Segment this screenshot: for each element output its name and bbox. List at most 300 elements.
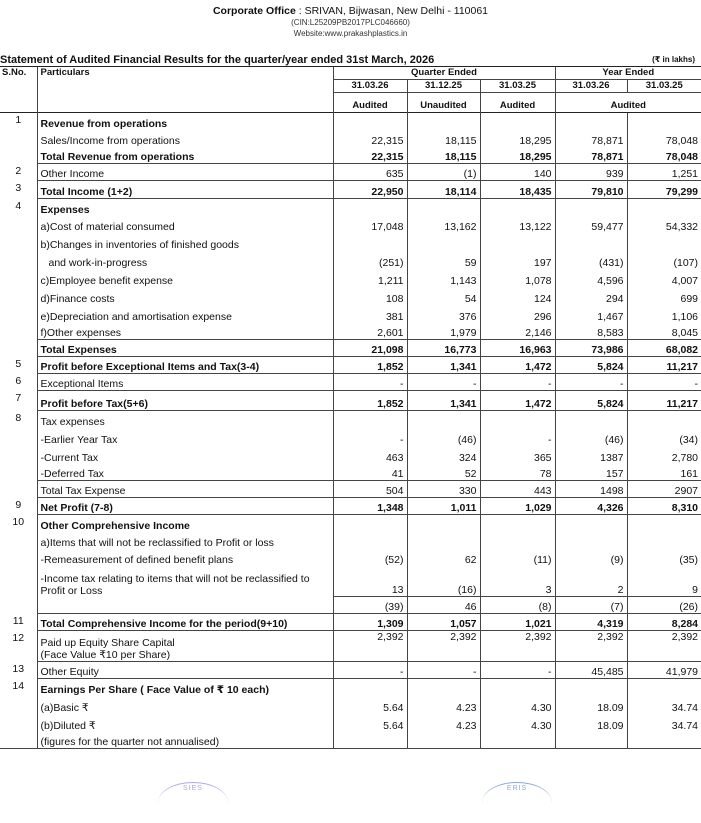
row-particulars: Other Comprehensive Income — [37, 515, 333, 532]
row-value-col-2: (46) — [407, 428, 480, 446]
row-value-col-2: 13,162 — [407, 216, 480, 233]
row-value-col-1: 1,211 — [333, 269, 407, 287]
row-serial-number — [0, 233, 37, 251]
row-value-col-5: 78,048 — [627, 147, 701, 164]
row-value-col-4: 8,583 — [555, 323, 627, 340]
row-value-col-2 — [407, 515, 480, 532]
row-value-col-1: 13 — [333, 566, 407, 597]
row-value-col-5: (34) — [627, 428, 701, 446]
status-col-3: Audited — [480, 93, 555, 113]
row-serial-number — [0, 428, 37, 446]
row-particulars: Total Tax Expense — [37, 481, 333, 498]
row-value-col-5 — [627, 199, 701, 216]
row-value-col-4 — [555, 515, 627, 532]
row-particulars: (a)Basic ₹ — [37, 696, 333, 714]
table-row — [0, 164, 701, 181]
cin-number: (CIN:L25209PB2017PLC046660) — [291, 18, 410, 27]
row-particulars: (b)Diluted ₹ — [37, 714, 333, 732]
row-value-col-2 — [407, 113, 480, 130]
row-value-col-3: 18,435 — [480, 181, 555, 199]
row-value-col-1: 22,950 — [333, 181, 407, 199]
row-value-col-2: 2,392 — [407, 631, 480, 662]
row-value-col-4: 18.09 — [555, 714, 627, 732]
row-serial-number — [0, 251, 37, 269]
row-value-col-5: 54,332 — [627, 216, 701, 233]
row-serial-number: 9 — [15, 498, 22, 511]
row-value-col-4 — [555, 233, 627, 251]
row-value-col-5: 2,780 — [627, 446, 701, 464]
row-value-col-2: - — [407, 374, 480, 391]
row-value-col-1 — [333, 679, 407, 696]
row-value-col-2 — [407, 732, 480, 749]
row-particulars: Total Comprehensive Income for the period(9+10) — [37, 614, 333, 631]
table-row — [0, 199, 701, 216]
row-value-col-4 — [555, 532, 627, 549]
status-col-year: Audited — [555, 93, 701, 113]
row-particulars: -Income tax relating to items that will not be reclassified to Profit or Loss — [37, 566, 333, 597]
row-serial-number — [0, 305, 37, 323]
row-particulars: f)Other expenses — [37, 323, 333, 340]
row-value-col-1: 41 — [333, 464, 407, 481]
table-row — [0, 287, 701, 305]
table-row — [0, 446, 701, 464]
table-row — [0, 340, 701, 357]
row-value-col-1: 17,048 — [333, 216, 407, 233]
row-value-col-4: 79,810 — [555, 181, 627, 199]
row-value-col-1: 1,348 — [333, 498, 407, 515]
row-particulars: Profit before Tax(5+6) — [37, 391, 333, 411]
row-value-col-4: (7) — [555, 597, 627, 614]
table-row — [0, 696, 701, 714]
row-value-col-2: 18,115 — [407, 130, 480, 147]
row-value-col-1 — [333, 515, 407, 532]
row-value-col-3: - — [480, 662, 555, 679]
table-row — [0, 181, 701, 199]
row-value-col-2: 1,979 — [407, 323, 480, 340]
row-value-col-4 — [555, 679, 627, 696]
row-value-col-5 — [627, 515, 701, 532]
row-serial-number: 7 — [15, 391, 22, 404]
date-col-2: 31.12.25 — [407, 80, 480, 93]
row-value-col-4: 78,871 — [555, 130, 627, 147]
row-serial-number: 5 — [15, 357, 22, 370]
row-value-col-3: 1,029 — [480, 498, 555, 515]
row-value-col-1: 1,852 — [333, 357, 407, 374]
row-serial-number: 6 — [15, 374, 22, 387]
row-value-col-2: 52 — [407, 464, 480, 481]
row-value-col-4: 59,477 — [555, 216, 627, 233]
table-row — [0, 233, 701, 251]
row-value-col-3: 296 — [480, 305, 555, 323]
row-value-col-3 — [480, 732, 555, 749]
row-value-col-1 — [333, 233, 407, 251]
row-value-col-2 — [407, 679, 480, 696]
row-value-col-2: 330 — [407, 481, 480, 498]
row-value-col-5: 2907 — [627, 481, 701, 498]
row-value-col-1: (52) — [333, 549, 407, 566]
row-value-col-5: 78,048 — [627, 130, 701, 147]
row-value-col-2 — [407, 233, 480, 251]
row-particulars: e)Depreciation and amortisation expense — [37, 305, 333, 323]
row-value-col-4: - — [555, 374, 627, 391]
row-value-col-3 — [480, 113, 555, 130]
row-value-col-4: 1387 — [555, 446, 627, 464]
row-value-col-1: (39) — [333, 597, 407, 614]
row-value-col-3: - — [480, 374, 555, 391]
row-value-col-4: (46) — [555, 428, 627, 446]
row-serial-number: 1 — [0, 113, 37, 130]
row-value-col-4: 1,467 — [555, 305, 627, 323]
row-value-col-1 — [333, 411, 407, 428]
row-value-col-1: 463 — [333, 446, 407, 464]
row-particulars: Total Expenses — [37, 340, 333, 357]
row-value-col-4: 5,824 — [555, 357, 627, 374]
row-value-col-3: (8) — [480, 597, 555, 614]
table-row — [0, 147, 701, 164]
row-serial-number — [0, 464, 37, 481]
row-value-col-2: 46 — [407, 597, 480, 614]
row-value-col-1: 504 — [333, 481, 407, 498]
date-col-5: 31.03.25 — [627, 80, 701, 93]
row-serial-number — [0, 323, 37, 340]
table-row — [0, 323, 701, 340]
row-particulars: -Earlier Year Tax — [37, 428, 333, 446]
row-value-col-1: - — [333, 374, 407, 391]
row-value-col-5: 11,217 — [627, 391, 701, 411]
row-value-col-4: 18.09 — [555, 696, 627, 714]
row-value-col-3: 1,021 — [480, 614, 555, 631]
row-value-col-2 — [407, 411, 480, 428]
row-value-col-1: 5.64 — [333, 714, 407, 732]
row-value-col-3: 365 — [480, 446, 555, 464]
row-value-col-3: 16,963 — [480, 340, 555, 357]
row-value-col-5 — [627, 732, 701, 749]
table-row — [0, 662, 701, 679]
row-value-col-4: 2 — [555, 566, 627, 597]
table-row — [0, 428, 701, 446]
row-serial-number: 14 — [12, 679, 25, 692]
row-value-col-3: 78 — [480, 464, 555, 481]
row-value-col-4: 78,871 — [555, 147, 627, 164]
table-row — [0, 515, 701, 532]
row-value-col-5 — [627, 532, 701, 549]
sno-header: S.No. — [0, 67, 37, 113]
table-row — [0, 679, 701, 696]
table-row — [0, 216, 701, 233]
row-particulars: Net Profit (7-8) — [37, 498, 333, 515]
row-value-col-2: - — [407, 662, 480, 679]
status-col-1: Audited — [333, 93, 407, 113]
row-particulars — [37, 597, 333, 614]
row-value-col-2: 1,143 — [407, 269, 480, 287]
row-value-col-1 — [333, 113, 407, 130]
row-value-col-5: - — [627, 374, 701, 391]
currency-units: (₹ in lakhs) — [652, 55, 695, 64]
row-value-col-1: 22,315 — [333, 147, 407, 164]
row-value-col-3: 13,122 — [480, 216, 555, 233]
row-value-col-2: 4.23 — [407, 714, 480, 732]
row-particulars: Earnings Per Share ( Face Value of ₹ 10 each) — [37, 679, 333, 696]
row-value-col-5: 9 — [627, 566, 701, 597]
row-particulars: (figures for the quarter not annualised) — [37, 732, 333, 749]
table-row — [0, 481, 701, 498]
table-row — [0, 597, 701, 614]
row-value-col-3: (11) — [480, 549, 555, 566]
row-value-col-4 — [555, 199, 627, 216]
row-particulars: -Remeasurement of defined benefit plans — [37, 549, 333, 566]
row-value-col-1: (251) — [333, 251, 407, 269]
row-serial-number — [0, 532, 37, 549]
table-header-row-1 — [0, 67, 701, 80]
row-value-col-2: 4.23 — [407, 696, 480, 714]
row-value-col-3 — [480, 199, 555, 216]
table-row — [0, 498, 701, 515]
year-ended-header: Year Ended — [555, 67, 701, 80]
row-value-col-5: 8,284 — [627, 614, 701, 631]
row-value-col-5: 1,106 — [627, 305, 701, 323]
table-row — [0, 130, 701, 147]
row-value-col-2: 1,341 — [407, 357, 480, 374]
row-particulars: -Current Tax — [37, 446, 333, 464]
status-col-2: Unaudited — [407, 93, 480, 113]
row-value-col-5: 699 — [627, 287, 701, 305]
row-value-col-4: 294 — [555, 287, 627, 305]
row-serial-number: 12 — [12, 631, 25, 644]
row-value-col-3: 1,472 — [480, 357, 555, 374]
row-particulars: Expenses — [37, 199, 333, 216]
row-value-col-4: 939 — [555, 164, 627, 181]
date-col-1: 31.03.26 — [333, 80, 407, 93]
row-value-col-5: 34.74 — [627, 714, 701, 732]
row-value-col-5 — [627, 679, 701, 696]
row-value-col-4 — [555, 113, 627, 130]
row-value-col-5: 8,310 — [627, 498, 701, 515]
row-value-col-1: 1,309 — [333, 614, 407, 631]
financial-results-table — [0, 66, 701, 749]
row-particulars: d)Finance costs — [37, 287, 333, 305]
row-particulars: Paid up Equity Share Capital (Face Value ₹10 per Share) — [37, 631, 333, 662]
row-value-col-4: 1498 — [555, 481, 627, 498]
row-value-col-5: 34.74 — [627, 696, 701, 714]
table-row — [0, 411, 701, 428]
row-serial-number — [0, 732, 37, 749]
row-particulars: and work-in-progress — [37, 251, 333, 269]
row-value-col-3: 1,472 — [480, 391, 555, 411]
row-value-col-3: 4.30 — [480, 714, 555, 732]
row-value-col-5: 161 — [627, 464, 701, 481]
row-value-col-1 — [333, 532, 407, 549]
row-value-col-2: 59 — [407, 251, 480, 269]
row-value-col-2 — [407, 199, 480, 216]
row-value-col-4: (9) — [555, 549, 627, 566]
row-value-col-2 — [407, 532, 480, 549]
row-serial-number — [0, 269, 37, 287]
row-particulars: Revenue from operations — [37, 113, 333, 130]
row-value-col-5: 2,392 — [627, 631, 701, 662]
row-serial-number — [0, 714, 37, 732]
table-row — [0, 391, 701, 411]
row-value-col-3: 1,078 — [480, 269, 555, 287]
row-particulars: Tax expenses — [37, 411, 333, 428]
row-value-col-4 — [555, 411, 627, 428]
table-row — [0, 251, 701, 269]
company-seal-stamp — [158, 782, 228, 823]
row-particulars: c)Employee benefit expense — [37, 269, 333, 287]
row-value-col-3: 2,146 — [480, 323, 555, 340]
row-serial-number: 11 — [12, 614, 24, 627]
row-value-col-5 — [627, 411, 701, 428]
row-value-col-3: 197 — [480, 251, 555, 269]
row-value-col-1: 22,315 — [333, 130, 407, 147]
row-value-col-4: 5,824 — [555, 391, 627, 411]
row-value-col-1: 1,852 — [333, 391, 407, 411]
row-particulars: Exceptional Items — [37, 374, 333, 391]
row-serial-number: 4 — [15, 199, 22, 212]
row-value-col-3 — [480, 679, 555, 696]
row-serial-number — [0, 147, 37, 164]
row-value-col-4 — [555, 732, 627, 749]
row-value-col-5: 4,007 — [627, 269, 701, 287]
row-value-col-2: 18,115 — [407, 147, 480, 164]
row-value-col-2: 1,341 — [407, 391, 480, 411]
row-serial-number — [0, 566, 37, 597]
office-address: : SRIVAN, Bijwasan, New Delhi - 110061 — [298, 5, 489, 17]
company-website: Website:www.prakashplastics.in — [293, 29, 408, 38]
row-particulars: a)Items that will not be reclassified to Profit or loss — [37, 532, 333, 549]
row-particulars: Profit before Exceptional Items and Tax(3-4) — [37, 357, 333, 374]
row-serial-number: 10 — [12, 515, 25, 528]
row-value-col-4: 4,319 — [555, 614, 627, 631]
row-serial-number — [0, 597, 37, 614]
row-serial-number — [0, 340, 37, 357]
table-row — [0, 269, 701, 287]
row-value-col-3: 2,392 — [480, 631, 555, 662]
row-value-col-3: 18,295 — [480, 147, 555, 164]
row-value-col-2: 54 — [407, 287, 480, 305]
row-value-col-5: 1,251 — [627, 164, 701, 181]
row-value-col-2: 376 — [407, 305, 480, 323]
auditor-seal-stamp — [482, 782, 552, 823]
statement-title: Statement of Audited Financial Results for the quarter/year ended 31st March, 2026 — [0, 54, 435, 66]
row-value-col-1: 381 — [333, 305, 407, 323]
row-value-col-2: (1) — [407, 164, 480, 181]
row-value-col-3 — [480, 411, 555, 428]
row-value-col-5: 68,082 — [627, 340, 701, 357]
row-serial-number — [0, 696, 37, 714]
table-row — [0, 549, 701, 566]
row-value-col-5: 41,979 — [627, 662, 701, 679]
row-value-col-1: 2,601 — [333, 323, 407, 340]
row-value-col-5: 79,299 — [627, 181, 701, 199]
seal-text: ERIS — [506, 785, 528, 792]
row-value-col-3 — [480, 532, 555, 549]
row-serial-number — [0, 130, 37, 147]
table-row — [0, 614, 701, 631]
table-row — [0, 113, 701, 130]
row-value-col-2: (16) — [407, 566, 480, 597]
row-particulars: Other Income — [37, 164, 333, 181]
row-value-col-1: 2,392 — [333, 631, 407, 662]
table-row — [0, 532, 701, 549]
office-label: Corporate Office — [212, 5, 296, 17]
seal-text: SIES — [183, 785, 203, 792]
row-value-col-3 — [480, 233, 555, 251]
table-row — [0, 566, 701, 597]
row-value-col-5: (35) — [627, 549, 701, 566]
quarter-ended-header: Quarter Ended — [333, 67, 555, 80]
row-value-col-4: 73,986 — [555, 340, 627, 357]
row-value-col-5: (26) — [627, 597, 701, 614]
row-value-col-2: 16,773 — [407, 340, 480, 357]
row-serial-number: 3 — [15, 181, 22, 194]
row-value-col-5 — [627, 113, 701, 130]
row-value-col-3: 3 — [480, 566, 555, 597]
corporate-office-line — [0, 5, 701, 17]
table-row — [0, 305, 701, 323]
row-value-col-3: 140 — [480, 164, 555, 181]
row-value-col-5 — [627, 233, 701, 251]
row-value-col-2: 62 — [407, 549, 480, 566]
row-value-col-4: 2,392 — [555, 631, 627, 662]
table-row — [0, 732, 701, 749]
date-col-4: 31.03.26 — [555, 80, 627, 93]
row-value-col-3: - — [480, 428, 555, 446]
row-serial-number: 8 — [15, 411, 22, 424]
row-value-col-1: 108 — [333, 287, 407, 305]
row-value-col-3: 124 — [480, 287, 555, 305]
row-particulars: b)Changes in inventories of finished goods — [37, 233, 333, 251]
particulars-header: Particulars — [37, 67, 333, 113]
row-value-col-1: 21,098 — [333, 340, 407, 357]
row-particulars: Sales/Income from operations — [37, 130, 333, 147]
row-value-col-5: 8,045 — [627, 323, 701, 340]
row-particulars: a)Cost of material consumed — [37, 216, 333, 233]
row-particulars: -Deferred Tax — [37, 464, 333, 481]
row-value-col-3: 443 — [480, 481, 555, 498]
row-particulars: Other Equity — [37, 662, 333, 679]
row-value-col-1 — [333, 199, 407, 216]
row-value-col-4: (431) — [555, 251, 627, 269]
row-value-col-2: 18,114 — [407, 181, 480, 199]
row-value-col-1: - — [333, 428, 407, 446]
row-value-col-4: 4,326 — [555, 498, 627, 515]
row-serial-number — [0, 216, 37, 233]
row-serial-number: 2 — [15, 164, 22, 177]
row-serial-number — [0, 549, 37, 566]
row-value-col-4: 4,596 — [555, 269, 627, 287]
table-row — [0, 374, 701, 391]
row-serial-number — [0, 446, 37, 464]
row-value-col-1: 5.64 — [333, 696, 407, 714]
row-value-col-4: 45,485 — [555, 662, 627, 679]
row-value-col-1 — [333, 732, 407, 749]
row-value-col-4: 157 — [555, 464, 627, 481]
row-value-col-2: 324 — [407, 446, 480, 464]
row-value-col-2: 1,011 — [407, 498, 480, 515]
table-row — [0, 714, 701, 732]
row-value-col-2: 1,057 — [407, 614, 480, 631]
row-value-col-3: 4.30 — [480, 696, 555, 714]
date-col-3: 31.03.25 — [480, 80, 555, 93]
table-row — [0, 631, 701, 662]
row-serial-number: 13 — [12, 662, 25, 675]
row-value-col-1: 635 — [333, 164, 407, 181]
row-particulars: Total Income (1+2) — [37, 181, 333, 199]
table-row — [0, 464, 701, 481]
row-value-col-3 — [480, 515, 555, 532]
row-particulars: Total Revenue from operations — [37, 147, 333, 164]
row-value-col-3: 18,295 — [480, 130, 555, 147]
